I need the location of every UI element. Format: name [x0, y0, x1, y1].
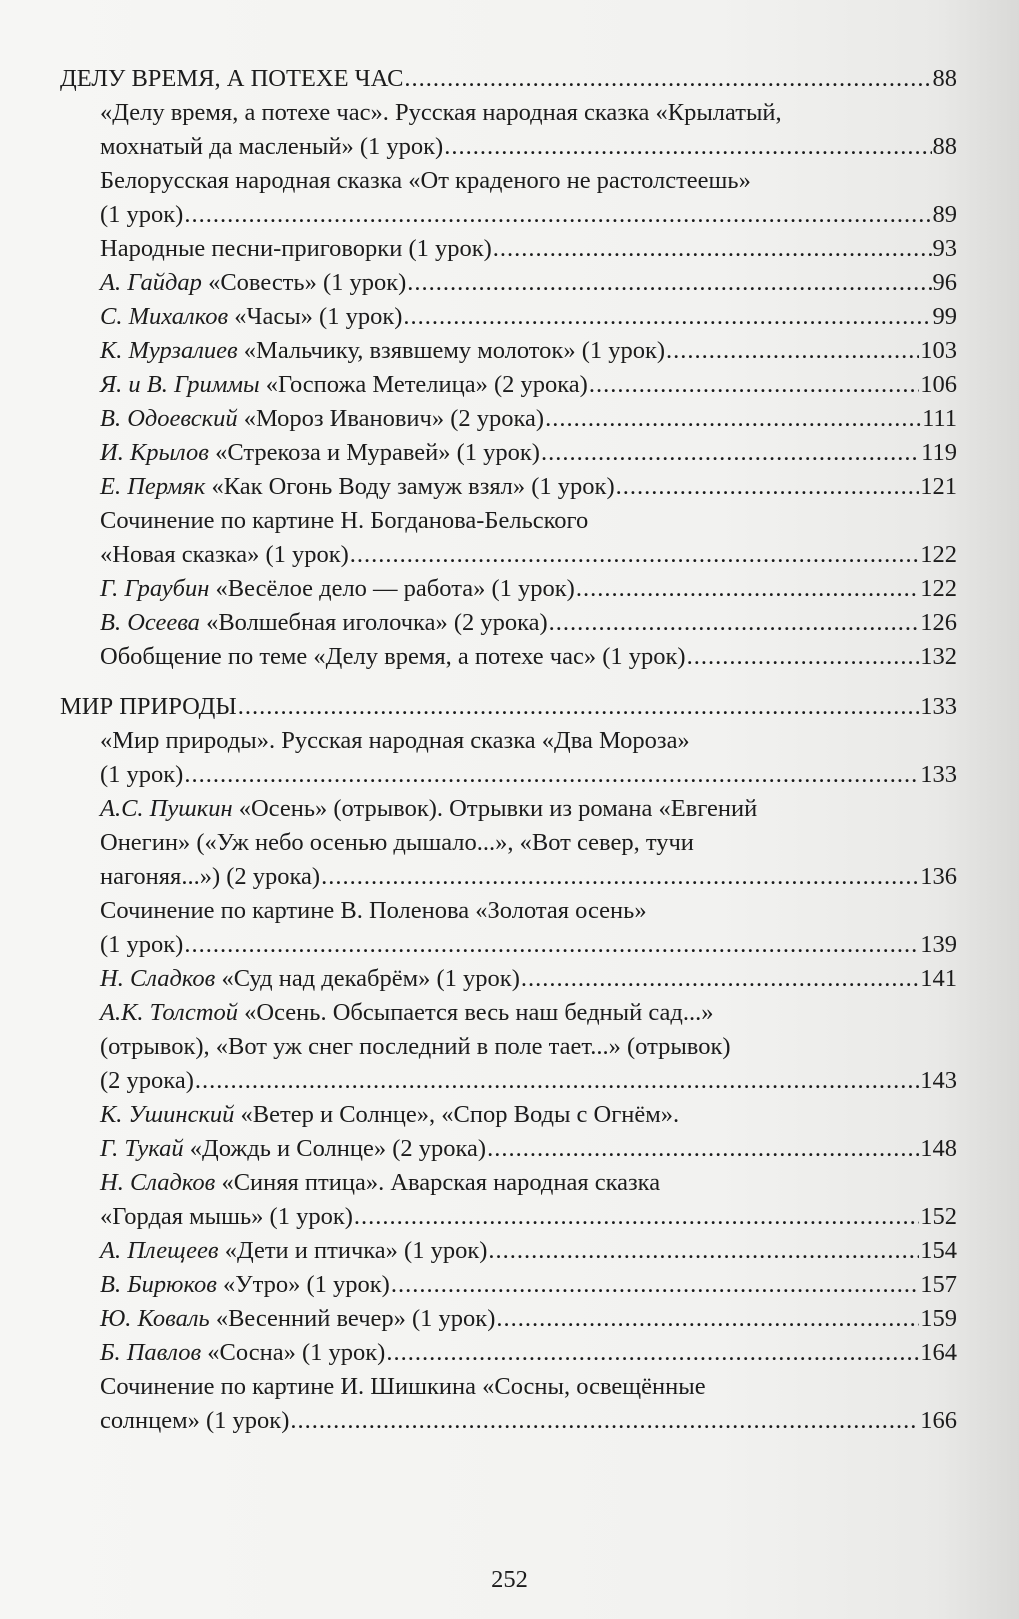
toc-entry-line: [100, 826, 957, 860]
toc-entry: [60, 1098, 957, 1166]
toc-entry-leader-line: [100, 232, 957, 266]
toc-entry-text: «Весёлое дело — работа» (1 урок): [209, 575, 575, 602]
toc-entry-leader-line: [60, 690, 957, 724]
toc-entry-text: «Суд над декабрём» (1 урок): [215, 965, 520, 992]
toc-page-number: 93: [932, 235, 957, 262]
toc-entry-leader-line: [100, 1200, 957, 1234]
toc-entry-text: «Гордая мышь» (1 урок): [100, 1203, 353, 1230]
toc-entry-title: [100, 1234, 487, 1268]
toc-entry-author: А.К. Толстой: [100, 999, 239, 1026]
toc-entry-title: [100, 538, 349, 572]
toc-entry-title: [100, 1302, 495, 1336]
toc-entry-text: Сочинение по картине В. Поленова «Золотая осень»: [100, 897, 647, 924]
toc-entry-author: В. Бирюков: [100, 1271, 217, 1298]
toc-entry-text: (2 урока): [100, 1067, 194, 1094]
toc-entry-author: В. Осеева: [100, 609, 200, 636]
toc-entry-title: [60, 690, 237, 724]
dot-leader: [488, 1234, 919, 1268]
toc-entry: [60, 436, 957, 470]
toc-entry-leader-line: [100, 1268, 957, 1302]
toc-section-heading: [60, 690, 957, 724]
toc-entry: [60, 792, 957, 894]
dot-leader: [184, 198, 931, 232]
dot-leader: [290, 1404, 919, 1438]
toc-entry-author: Ю. Коваль: [100, 1305, 210, 1332]
toc-entry-line: [100, 1166, 957, 1200]
dot-leader: [666, 334, 919, 368]
toc-entry-text: «Сосна» (1 урок): [201, 1339, 386, 1366]
toc-entry-text: «Ветер и Солнце», «Спор Воды с Огнём».: [234, 1101, 680, 1128]
toc-entry-title: [100, 266, 406, 300]
toc-entry-text: ДЕЛУ ВРЕМЯ, А ПОТЕХЕ ЧАС: [60, 65, 404, 92]
toc-entry-leader-line: [100, 300, 957, 334]
toc-page-number: 88: [932, 65, 957, 92]
toc-entry-text: «Делу время, а потехе час». Русская народная сказка «Крылатый,: [100, 99, 782, 126]
page-number: 252: [491, 1566, 528, 1593]
toc-entry-title: [100, 606, 548, 640]
toc-entry-line: [100, 164, 957, 198]
toc-entry-line: [100, 1030, 957, 1064]
toc-page-number: 111: [922, 405, 957, 432]
toc-entry-title: [100, 1404, 289, 1438]
toc-entry-text: «Волшебная иголочка» (2 урока): [199, 609, 548, 636]
dot-leader: [184, 758, 919, 792]
toc-entry-leader-line: [100, 1132, 957, 1166]
toc-entry-text: «Мир природы». Русская народная сказка «Два Мороза»: [100, 727, 690, 754]
toc-page-number: 136: [920, 863, 957, 890]
toc-entry-text: (1 урок): [100, 931, 184, 958]
toc-entry: [60, 504, 957, 572]
toc-entry-text: Народные песни-приговорки (1 урок): [100, 235, 492, 262]
toc-entry-text: «Госпожа Метелица» (2 урока): [259, 371, 588, 398]
toc-page-number: 141: [920, 965, 957, 992]
toc-entry-leader-line: [100, 1404, 957, 1438]
toc-entry-line: [100, 1370, 957, 1404]
toc-entry-title: [100, 1268, 390, 1302]
toc-entry-text: «Синяя птица». Аварская народная сказка: [215, 1169, 661, 1196]
toc-entry-text: «Осень. Обсыпается весь наш бедный сад...»: [238, 999, 714, 1026]
toc-entry-title: [100, 962, 520, 996]
toc-entry-title: [100, 368, 588, 402]
toc-entry-leader-line: [100, 368, 957, 402]
dot-leader: [386, 1336, 919, 1370]
toc-entry-title: [100, 1132, 486, 1166]
toc-entry: [60, 232, 957, 266]
toc-entry: [60, 300, 957, 334]
toc-entry-text: «Как Огонь Воду замуж взял» (1 урок): [205, 473, 615, 500]
toc-entry: [60, 640, 957, 674]
toc-entry-line: [100, 894, 957, 928]
toc-entry-leader-line: [100, 962, 957, 996]
dot-leader: [391, 1268, 919, 1302]
toc-entry-text: «Осень» (отрывок). Отрывки из романа «Евгений: [232, 795, 758, 822]
toc-entry-text: Онегин» («Уж небо осенью дышало...», «Вот север, тучи: [100, 829, 694, 856]
toc-entry-leader-line: [100, 640, 957, 674]
dot-leader: [354, 1200, 919, 1234]
toc-page-number: 164: [920, 1339, 957, 1366]
toc-page-number: 96: [932, 269, 957, 296]
toc-entry-title: [100, 758, 183, 792]
toc-entry-title: [100, 232, 492, 266]
toc-entry-title: [100, 470, 615, 504]
toc-entry-text: «Дождь и Солнце» (2 урока): [183, 1135, 487, 1162]
toc-entry: [60, 402, 957, 436]
toc-entry-author: Я. и В. Гриммы: [100, 371, 260, 398]
dot-leader: [545, 402, 921, 436]
toc-entry-line: [100, 1098, 957, 1132]
toc-entry-author: Б. Павлов: [100, 1339, 202, 1366]
toc-entry-text: МИР ПРИРОДЫ: [60, 693, 237, 720]
toc-entry-text: Белорусская народная сказка «От краденого не растолстеешь»: [100, 167, 751, 194]
toc-entry-leader-line: [100, 436, 957, 470]
toc-page-number: 166: [920, 1407, 957, 1434]
toc-entry-leader-line: [100, 1302, 957, 1336]
dot-leader: [687, 640, 920, 674]
toc-entry: [60, 962, 957, 996]
toc-entry-text: «Весенний вечер» (1 урок): [209, 1305, 496, 1332]
dot-leader: [589, 368, 919, 402]
toc-page-number: 157: [920, 1271, 957, 1298]
toc-entry-leader-line: [100, 198, 957, 232]
toc-entry-title: [100, 860, 320, 894]
table-of-contents: [60, 62, 957, 1438]
toc-entry-leader-line: [100, 1234, 957, 1268]
toc-entry: [60, 894, 957, 962]
toc-page-number: 121: [920, 473, 957, 500]
toc-entry: [60, 334, 957, 368]
dot-leader: [404, 62, 931, 96]
toc-page-number: 133: [920, 761, 957, 788]
toc-entry-author: А. Гайдар: [100, 269, 202, 296]
dot-leader: [493, 232, 932, 266]
toc-entry-title: [100, 1336, 385, 1370]
dot-leader: [549, 606, 920, 640]
toc-entry: [60, 572, 957, 606]
toc-entry-line: [100, 504, 957, 538]
toc-entry-author: Н. Сладков: [100, 1169, 216, 1196]
toc-entry-text: солнцем» (1 урок): [100, 1407, 290, 1434]
toc-entry: [60, 1166, 957, 1234]
toc-entry-leader-line: [100, 334, 957, 368]
dot-leader: [238, 690, 920, 724]
toc-entry-leader-line: [100, 402, 957, 436]
toc-page-number: 89: [932, 201, 957, 228]
toc-entry-title: [100, 928, 183, 962]
toc-entry-leader-line: [100, 1064, 957, 1098]
toc-entry-author: А. Плещеев: [100, 1237, 219, 1264]
toc-entry: [60, 1302, 957, 1336]
toc-entry-text: (1 урок): [100, 201, 184, 228]
toc-entry: [60, 368, 957, 402]
toc-entry-text: «Утро» (1 урок): [216, 1271, 390, 1298]
toc-entry-author: К. Мурзалиев: [100, 337, 238, 364]
toc-entry-leader-line: [100, 860, 957, 894]
toc-entry-text: «Стрекоза и Муравей» (1 урок): [208, 439, 540, 466]
toc-entry: [60, 470, 957, 504]
dot-leader: [195, 1064, 919, 1098]
toc-entry-author: К. Ушинский: [100, 1101, 235, 1128]
toc-entry-leader-line: [100, 1336, 957, 1370]
toc-entry: [60, 266, 957, 300]
toc-page-number: 139: [920, 931, 957, 958]
toc-entry: [60, 96, 957, 164]
toc-entry-title: [60, 62, 403, 96]
toc-page-number: 159: [920, 1305, 957, 1332]
toc-entry-text: «Мальчику, взявшему молоток» (1 урок): [237, 337, 666, 364]
toc-entry-text: (1 урок): [100, 761, 184, 788]
dot-leader: [616, 470, 920, 504]
toc-entry-line: [100, 792, 957, 826]
dot-leader: [444, 130, 931, 164]
toc-entry-text: «Новая сказка» (1 урок): [100, 541, 349, 568]
dot-leader: [403, 300, 931, 334]
toc-entry-leader-line: [100, 538, 957, 572]
toc-page-number: 88: [932, 133, 957, 160]
toc-entry-line: [100, 996, 957, 1030]
toc-entry-text: «Совесть» (1 урок): [201, 269, 407, 296]
toc-entry-author: В. Одоевский: [100, 405, 238, 432]
toc-page-number: 143: [920, 1067, 957, 1094]
toc-page-number: 132: [920, 643, 957, 670]
toc-entry-author: Г. Тукай: [100, 1135, 184, 1162]
toc-entry-text: нагоняя...») (2 урока): [100, 863, 321, 890]
toc-section-heading: [60, 62, 957, 96]
toc-entry-leader-line: [100, 266, 957, 300]
dot-leader: [350, 538, 919, 572]
toc-entry-leader-line: [100, 758, 957, 792]
toc-entry: [60, 164, 957, 232]
toc-page-number: 103: [920, 337, 957, 364]
toc-entry-leader-line: [100, 130, 957, 164]
toc-entry: [60, 1370, 957, 1438]
toc-entry-title: [100, 198, 183, 232]
toc-entry: [60, 606, 957, 640]
toc-entry-title: [100, 300, 402, 334]
toc-entry-title: [100, 402, 544, 436]
toc-entry: [60, 1234, 957, 1268]
dot-leader: [487, 1132, 919, 1166]
toc-page-number: 99: [932, 303, 957, 330]
toc-page-number: 152: [920, 1203, 957, 1230]
toc-page-number: 148: [920, 1135, 957, 1162]
toc-page-number: 154: [920, 1237, 957, 1264]
toc-entry-leader-line: [60, 62, 957, 96]
toc-page-number: 126: [920, 609, 957, 636]
toc-entry: [60, 724, 957, 792]
toc-entry-line: [100, 96, 957, 130]
toc-page-number: 133: [920, 693, 957, 720]
dot-leader: [541, 436, 920, 470]
toc-entry-author: С. Михалков: [100, 303, 229, 330]
toc-entry-author: А.С. Пушкин: [100, 795, 233, 822]
dot-leader: [521, 962, 919, 996]
toc-page-number: 122: [920, 541, 957, 568]
toc-entry-author: Н. Сладков: [100, 965, 216, 992]
toc-entry-title: [100, 130, 443, 164]
toc-page-number: 106: [920, 371, 957, 398]
toc-entry-text: (отрывок), «Вот уж снег последний в поле тает...» (отрывок): [100, 1033, 731, 1060]
toc-entry-leader-line: [100, 572, 957, 606]
toc-entry-author: Е. Пермяк: [100, 473, 206, 500]
toc-entry-text: Сочинение по картине Н. Богданова-Бельского: [100, 507, 589, 534]
dot-leader: [321, 860, 919, 894]
toc-entry-title: [100, 1200, 353, 1234]
toc-entry-text: Сочинение по картине И. Шишкина «Сосны, освещённые: [100, 1373, 706, 1400]
toc-entry-author: И. Крылов: [100, 439, 209, 466]
dot-leader: [184, 928, 919, 962]
dot-leader: [576, 572, 919, 606]
toc-entry-text: Обобщение по теме «Делу время, а потехе час» (1 урок): [100, 643, 686, 670]
toc-entry-title: [100, 334, 665, 368]
toc-entry-author: Г. Граубин: [100, 575, 210, 602]
toc-entry-leader-line: [100, 928, 957, 962]
toc-page-number: 122: [920, 575, 957, 602]
toc-entry-title: [100, 436, 540, 470]
toc-entry-leader-line: [100, 606, 957, 640]
toc-entry-title: [100, 640, 686, 674]
toc-page-number: 119: [921, 439, 957, 466]
toc-entry: [60, 996, 957, 1098]
toc-entry: [60, 1268, 957, 1302]
toc-entry-text: «Часы» (1 урок): [228, 303, 403, 330]
toc-entry-line: [100, 724, 957, 758]
toc-entry-text: «Дети и птичка» (1 урок): [218, 1237, 488, 1264]
toc-entry-title: [100, 1064, 194, 1098]
toc-entry-leader-line: [100, 470, 957, 504]
toc-entry-title: [100, 572, 575, 606]
toc-entry-text: мохнатый да масленый» (1 урок): [100, 133, 444, 160]
dot-leader: [407, 266, 931, 300]
toc-entry-text: «Мороз Иванович» (2 урока): [237, 405, 545, 432]
dot-leader: [496, 1302, 919, 1336]
toc-entry: [60, 1336, 957, 1370]
